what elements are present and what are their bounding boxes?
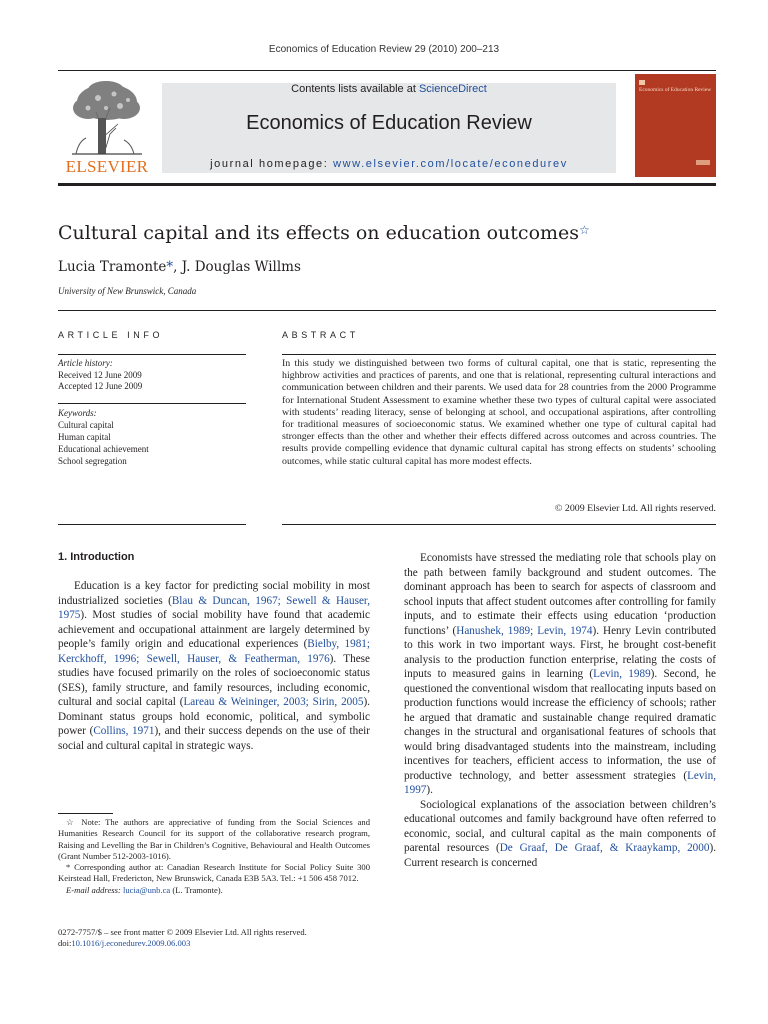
homepage-prefix: journal homepage: — [210, 158, 334, 170]
citation-link[interactable]: Blau & Duncan, 1967; Sewell & Hauser, 1975 — [58, 594, 371, 621]
contents-prefix: Contents lists available at — [291, 83, 419, 95]
doi-line — [58, 938, 307, 949]
keyword-item: Human capital — [58, 432, 111, 442]
keywords-heading: Keywords: — [58, 408, 97, 418]
body-text: ). Dominant status groups hold economic, political, and symbolic power ( — [58, 696, 370, 737]
abstract-bottom-rule — [282, 524, 716, 525]
corresponding-author-note — [58, 862, 370, 885]
article-info-bottom-rule — [58, 524, 246, 525]
email-suffix: (L. Tramonte). — [170, 884, 223, 895]
body-text: Economists have stressed the mediating role that schools play on the path between family background and student outcomes. The dominant approach has been to search for aspects of classroom and school inputs that affect student outcomes after controlling for family inputs, and to estimate their effects using education ‘production functions’ ( — [404, 552, 716, 637]
body-text: ). Most studies of social mobility have found that academic achievement and occupational attainment are largely determined by people’s family origin and educational experiences ( — [58, 609, 370, 650]
citation-link[interactable]: Levin, 1997 — [404, 769, 716, 796]
funding-note — [58, 817, 370, 862]
body-text: ). Henry Levin contributed to this work in two important ways. First, he brought cost-benefit analysis to the production function enterprise, relating the costs of inputs to measured gains in learning ( — [404, 624, 716, 680]
abstract-rule — [282, 354, 716, 355]
footnote-rule — [58, 813, 113, 814]
cover-logo-icon — [639, 80, 645, 85]
issn-block — [58, 927, 307, 950]
body-text: ). These studies have focused primarily on the roles of socioeconomic status (SES), family structure, and family resources, including economic, cultural and social capital ( — [58, 652, 370, 708]
title-rule — [58, 310, 716, 311]
keyword-item: Cultural capital — [58, 420, 114, 430]
publisher-wordmark: ELSEVIER — [65, 157, 149, 176]
email-note — [58, 885, 370, 896]
body-text: ), and their success depends on the use of their social and cultural capital in strategic ways. — [58, 725, 371, 752]
doi-prefix: doi: — [58, 938, 72, 949]
citation-link[interactable]: Levin, 1989 — [593, 668, 651, 680]
right-column — [404, 551, 716, 870]
article-title — [58, 222, 590, 244]
citation-link[interactable]: Collins, 1971 — [93, 725, 155, 737]
citation-link[interactable]: Lareau & Weininger, 2003; Sirin, 2005 — [183, 696, 364, 708]
citation-link[interactable]: De Graaf, De Graaf, & Kraaykamp, 2000 — [499, 842, 710, 854]
email-label: E-mail address: — [66, 884, 123, 895]
cover-title: Economics of Education Review — [639, 87, 712, 93]
homepage-link[interactable]: www.elsevier.com/locate/econedurev — [333, 158, 568, 170]
citation-link[interactable]: Bielby, 1981; Kerckhoff, 1996; Sewell, Hauser, & Featherman, 1976 — [58, 638, 370, 665]
section-heading: 1. Introduction — [58, 551, 135, 563]
footnotes — [58, 817, 370, 896]
journal-cover-icon — [635, 74, 716, 177]
author-separator: , — [173, 259, 182, 275]
corresponding-author-mark[interactable]: * — [166, 259, 174, 275]
affiliation: University of New Brunswick, Canada — [58, 286, 197, 296]
abstract-label: ABSTRACT — [282, 330, 359, 340]
abstract-text: In this study we distinguished between two forms of cultural capital, one that is static, representing the highbrow activities and practices of parents, and one that is relational, representing cultural interactions and communication between children and their parents. We used data for 28 countries from the 2000 Programme for International Student Assessment to examine whether these two types of cultural capital were associated with students’ reading literacy, sense of belonging at school, and occupational aspirations, after controlling for traditional measures of socioeconomic status. We examined whether one type of cultural capital had stronger effects than the other and whether their effects differed across outcomes and across countries. The results provide compelling evidence that dynamic cultural capital has strong effects on students’ schooling outcomes, while static cultural capital has more modest effects. — [282, 358, 716, 467]
body-text: ). — [426, 784, 433, 796]
cover-footer-icon — [696, 160, 710, 165]
received-date: Received 12 June 2009 — [58, 370, 142, 380]
title-footnote-star-icon[interactable]: ☆ — [579, 223, 590, 237]
corresponding-note-text: Corresponding author at: Canadian Research Institute for Social Policy Suite 300 Keirstead Hall, Fredericton, New Brunswick, Canada E3B 5A3. Tel.: +1 506 458 7012. — [58, 862, 370, 884]
body-text: Sociological explanations of the association between children’s educational outcomes and family background have often referred to economic, social, and cultural capital as the main components of parental resources ( — [404, 798, 716, 854]
article-title-text: Cultural capital and its effects on education outcomes — [58, 222, 580, 244]
intro-paragraph-2 — [404, 551, 716, 798]
history-heading: Article history: — [58, 358, 113, 368]
journal-title: Economics of Education Review — [246, 112, 532, 134]
citation-link[interactable]: Hanushek, 1989; Levin, 1974 — [456, 624, 593, 637]
article-info-label: ARTICLE INFO — [58, 330, 164, 340]
doi-link[interactable]: 10.1016/j.econedurev.2009.06.003 — [71, 938, 191, 949]
funding-note-text: Note: The authors are appreciative of funding from the Social Sciences and Humanities Research Council for its support of the collaborative research program, Raising and Levelling the Bar in Children’s Cognitive, Behavioural and Health Outcomes (Grant Number 512-2003-1016). — [58, 817, 370, 861]
accepted-date: Accepted 12 June 2009 — [58, 381, 143, 391]
email-link[interactable]: lucia@unb.ca — [122, 884, 171, 895]
body-text: Education is a key factor for predicting social mobility in most industrialized societies ( — [58, 580, 370, 607]
sciencedirect-link[interactable]: ScienceDirect — [418, 83, 487, 95]
article-info-rule — [58, 354, 246, 355]
body-text: ). Second, he questioned the conventional wisdom that reallocating inputs based on production functions would increase the efficiency of schools; rather he argued that dramatic and sustainable change required dramatic changes in the structural and organisational features of schools that would bring disadvantaged students into the mainstream, including incentives for teachers, efficient access to information, the use of productive technology, and better assessment strategies ( — [404, 668, 716, 782]
issn-line: 0272-7757/$ – see front matter © 2009 Elsevier Ltd. All rights reserved. — [58, 927, 307, 937]
keyword-item: Educational achievement — [58, 444, 149, 454]
journal-homepage — [162, 158, 616, 170]
corresponding-mark: * — [66, 862, 71, 873]
abstract-copyright: © 2009 Elsevier Ltd. All rights reserved. — [554, 503, 716, 514]
left-column — [58, 579, 370, 753]
header-rule — [58, 183, 716, 186]
body-text: ). Current research is concerned — [404, 842, 716, 869]
author-1: Lucia Tramonte — [58, 259, 167, 275]
keyword-item: School segregation — [58, 456, 127, 466]
contents-line — [162, 83, 616, 95]
intro-paragraph-1 — [58, 579, 370, 753]
keywords-rule — [58, 403, 246, 404]
author-list — [58, 259, 301, 275]
author-2: J. Douglas Willms — [181, 259, 301, 275]
intro-paragraph-3 — [404, 798, 716, 871]
top-rule — [58, 70, 716, 71]
note-star-icon: ☆ — [66, 817, 77, 827]
journal-reference: Economics of Education Review 29 (2010) 200–213 — [268, 44, 500, 55]
